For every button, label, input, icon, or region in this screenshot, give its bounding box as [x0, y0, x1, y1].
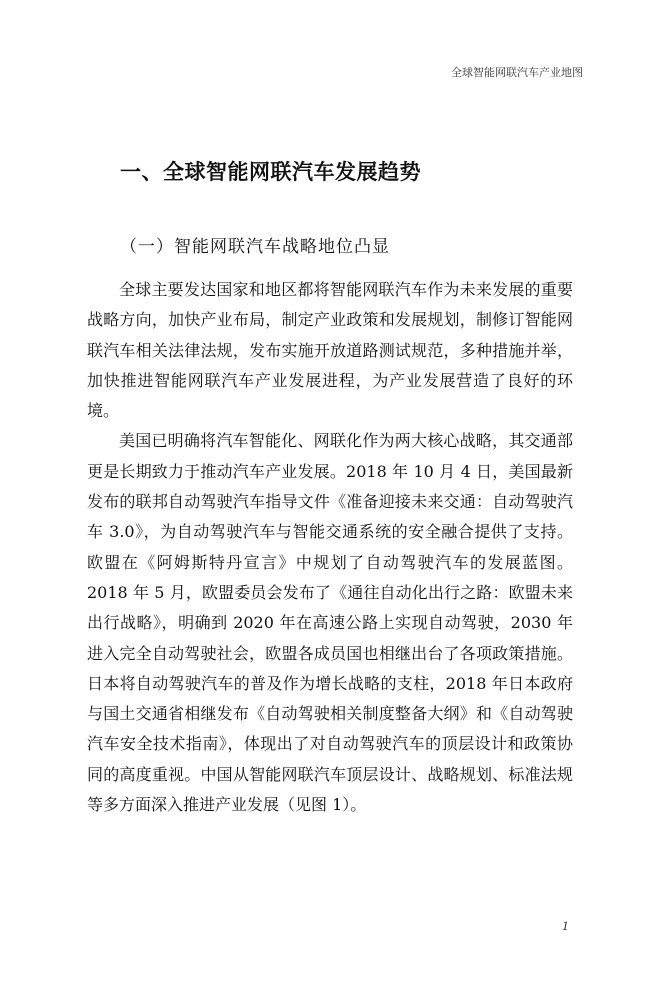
body-text: [87, 275, 573, 820]
running-header: 全球智能网联汽车产业地图: [451, 66, 583, 79]
section-title: （一）智能网联汽车战略地位凸显: [120, 237, 390, 257]
paragraph-1: 全球主要发达国家和地区都将智能网联汽车作为未来发展的重要战略方向，加快产业布局，制定产业政策和发展规划，制修订智能网联汽车相关法律法规，发布实施开放道路测试规范，多种措施并举，加快推进智能网联汽车产业发展进程，为产业发展营造了良好的环境。: [87, 280, 573, 421]
page-number: 1: [562, 920, 569, 933]
paragraph-2: 美国已明确将汽车智能化、网联化作为两大核心战略，其交通部更是长期致力于推动汽车产业发展。2018 年 10 月 4 日，美国最新发布的联邦自动驾驶汽车指导文件《准备迎接未来交通：自动驾驶汽车 3.0》，为自动驾驶汽车与智能交通系统的安全融合提供了支持。欧盟在《阿姆斯特丹宣言》中规划了自动驾驶汽车的发展蓝图。2018 年 5 月，欧盟委员会发布了《通往自动化出行之路：欧盟未来出行战略》，明确到 2020 年在高速公路上实现自动驾驶，2030 年进入完全自动驾驶社会，欧盟各成员国也相继出台了各项政策措施。日本将自动驾驶汽车的普及作为增长战略的支柱，2018 年日本政府与国土交通省相继发布《自动驾驶相关制度整备大纲》和《自动驾驶汽车安全技术指南》，体现出了对自动驾驶汽车的顶层设计和政策协同的高度重视。中国从智能网联汽车顶层设计、战略规划、标准法规等多方面深入推进产业发展（见图 1）。: [87, 431, 573, 815]
chapter-title: 一、全球智能网联汽车发展趋势: [120, 160, 421, 184]
